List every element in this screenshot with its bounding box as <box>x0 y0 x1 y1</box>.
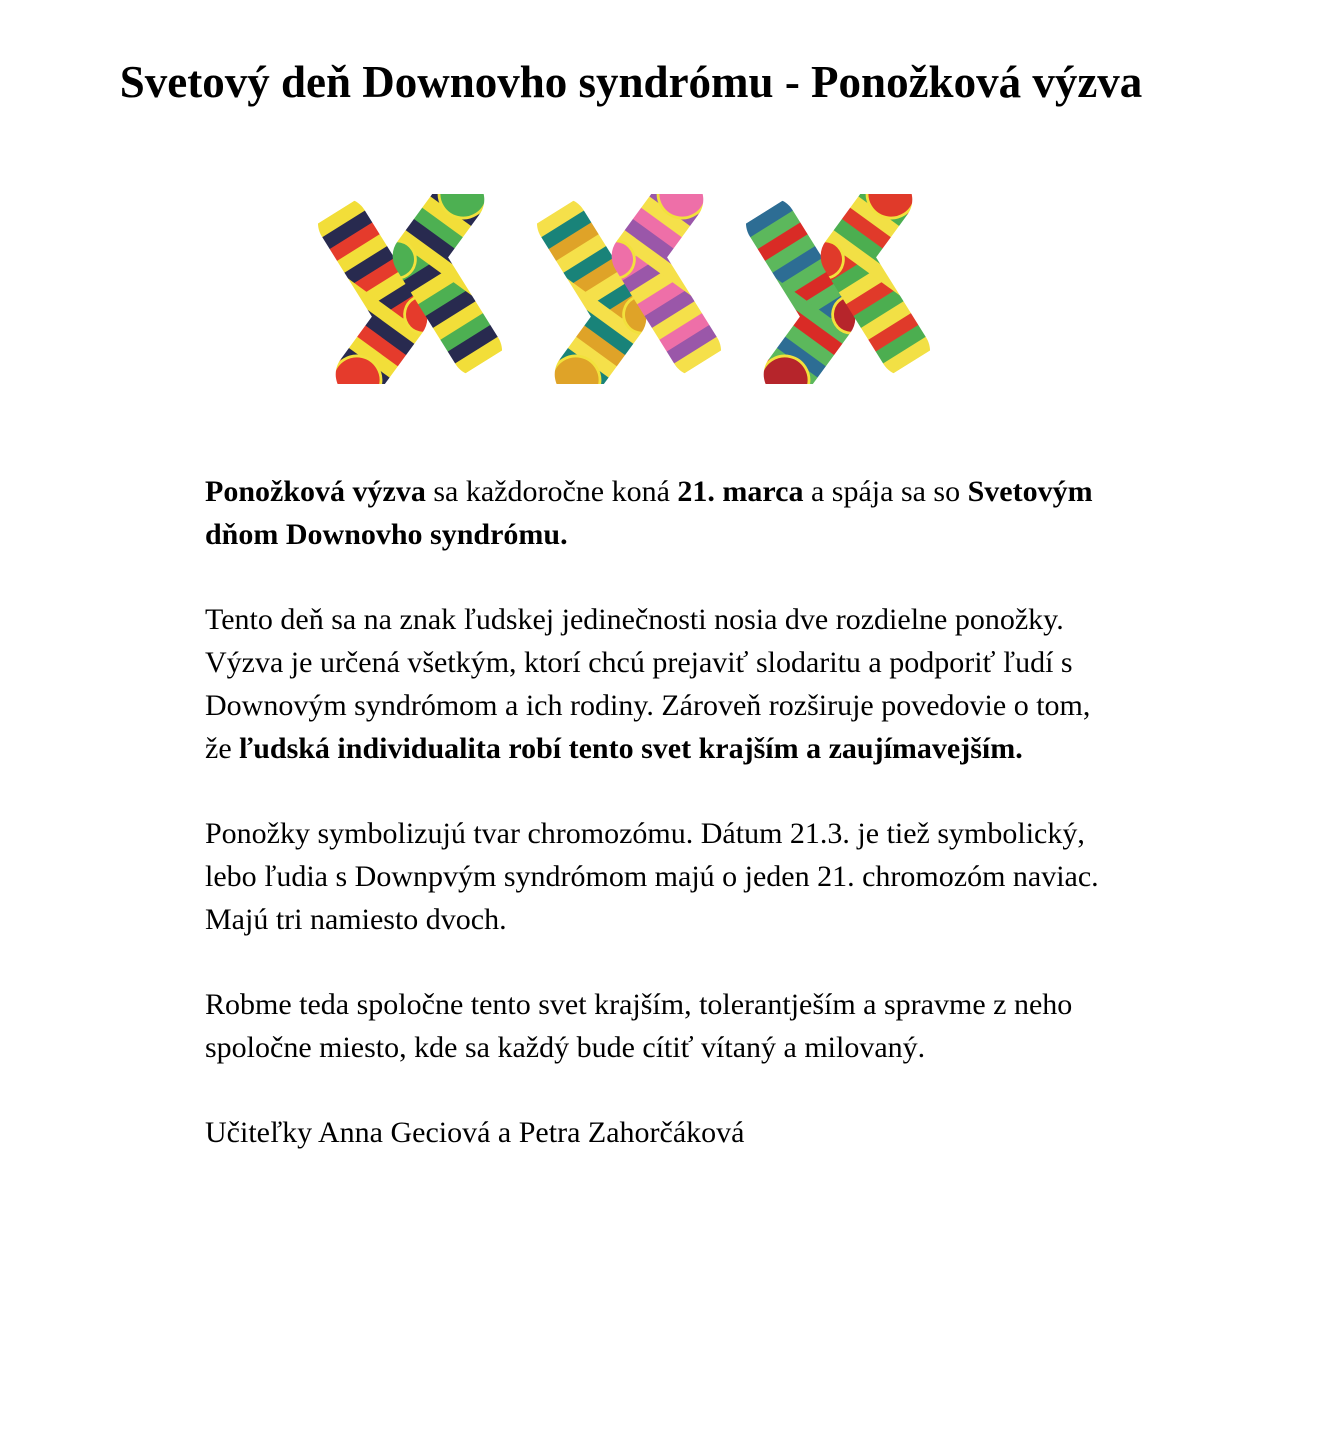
text-segment: 21. marca <box>677 475 804 508</box>
text-segment: Tento deň sa na znak ľudskej jedinečnosti nosia dve rozdielne ponožky. Výzva je určená všetkým, ktorí chcú prejaviť slodaritu a podporiť ľudí s Downovým syndrómom a ich rodiny. Zároveň rozširuje povedovie o tom, že <box>205 603 1091 765</box>
symbolism-paragraph <box>205 812 1123 941</box>
document-body <box>205 470 1123 1154</box>
text-segment: Robme teda spoločne tento svet krajším, tolerantješím a spravme z neho spoločne miesto, kde sa každý bude cítiť vítaný a milovaný. <box>205 988 1073 1064</box>
meaning-paragraph <box>205 598 1123 770</box>
signature-line <box>205 1111 1123 1154</box>
text-segment: a spája sa so <box>803 475 968 508</box>
text-segment: Ponožková výzva <box>205 475 426 508</box>
call-to-action-paragraph <box>205 983 1123 1069</box>
intro-paragraph <box>205 470 1123 556</box>
text-segment: Ponožky symbolizujú tvar chromozómu. Dátum 21.3. je tiež symbolický, lebo ľudia s Downpvým syndrómom majú o jeden 21. chromozóm naviac. Majú tri namiesto dvoch. <box>205 817 1099 936</box>
socks-chromosome-image <box>298 194 938 384</box>
text-segment: ľudská individualita robí tento svet krajším a zaujímavejším. <box>239 732 1023 765</box>
text-segment: Svetovým dňom Downovho syndrómu. <box>205 475 1093 551</box>
document-page <box>0 56 1320 1456</box>
text-segment: Učiteľky Anna Geciová a Petra Zahorčáková <box>205 1116 745 1149</box>
text-segment: sa každoročne koná <box>425 475 678 508</box>
document-title: Svetový deň Downovho syndrómu - Ponožková výzva <box>119 57 1143 107</box>
socks-image-wrapper <box>298 194 938 384</box>
